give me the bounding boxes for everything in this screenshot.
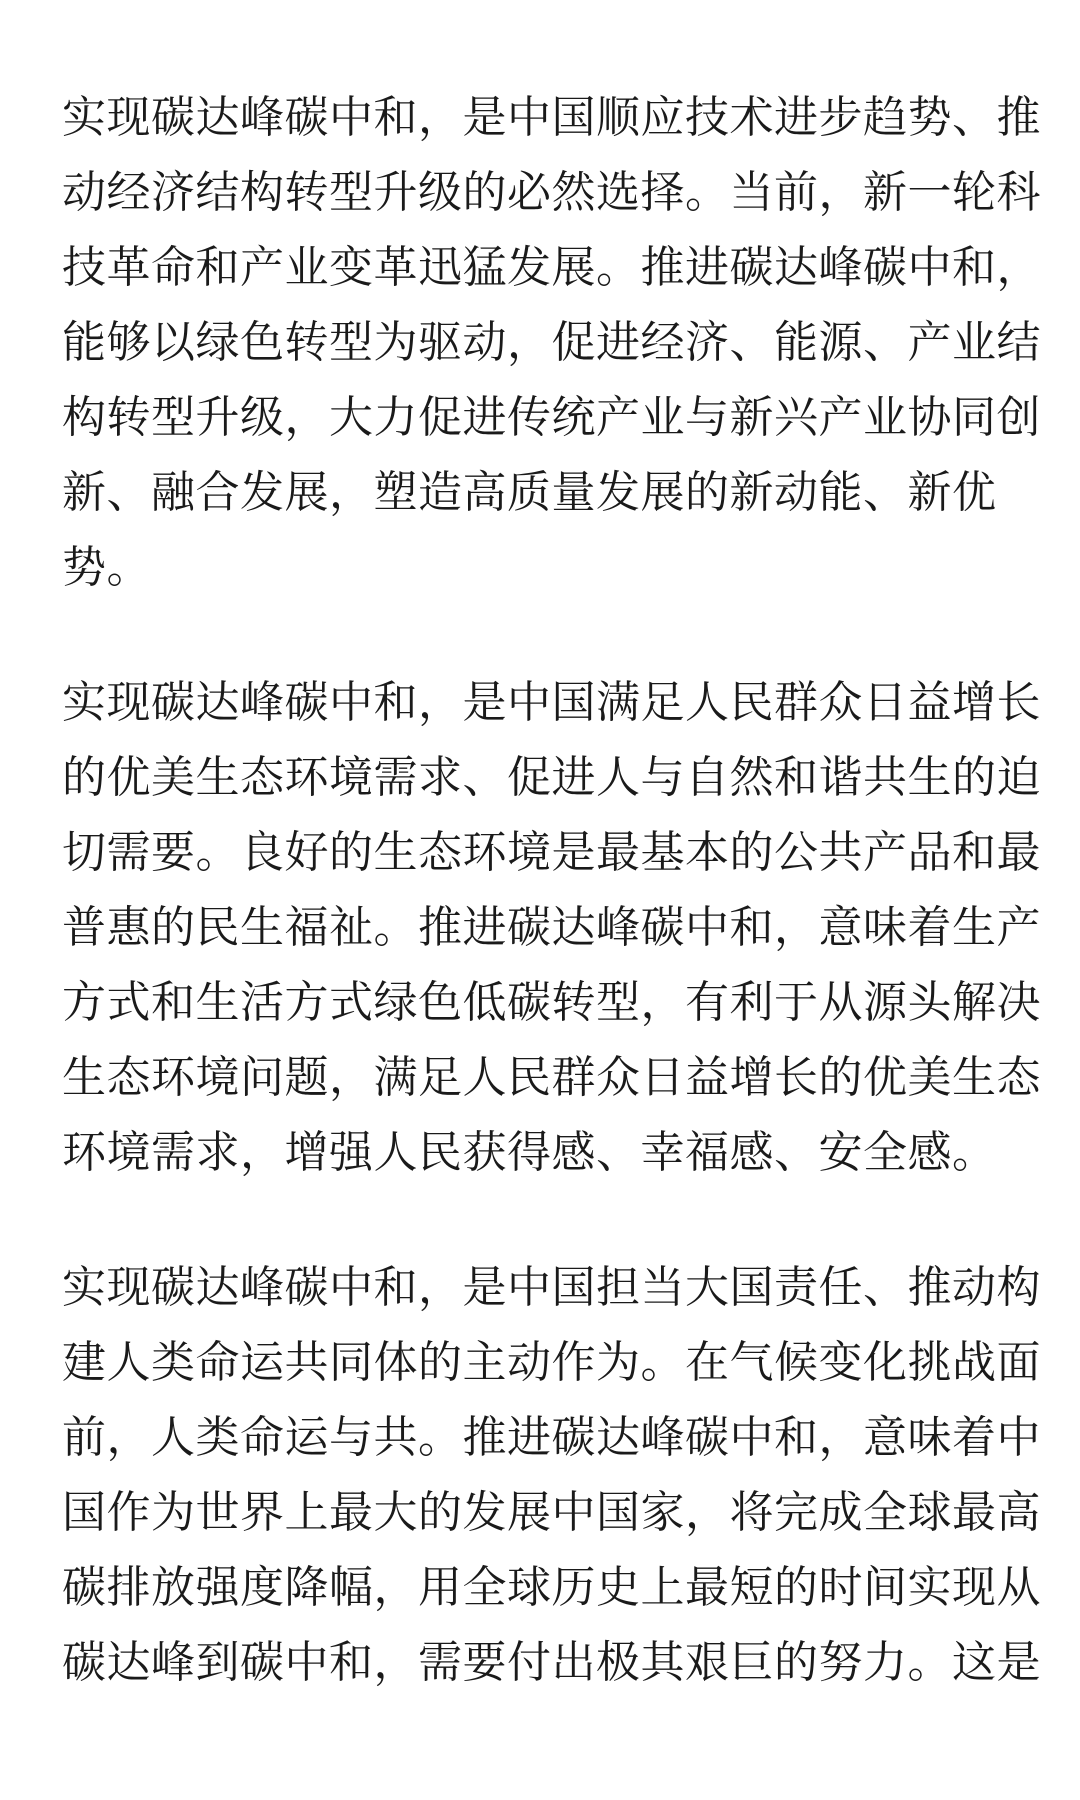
article-body bbox=[62, 80, 1041, 1760]
paragraph-2 bbox=[62, 665, 1041, 1190]
paragraph-1 bbox=[62, 80, 1041, 605]
paragraph-line: 切需要。良好的生态环境是最基本的公共产品和最 bbox=[62, 827, 1041, 878]
paragraph-line: 生态环境问题，满足人民群众日益增长的优美生态 bbox=[62, 1052, 1041, 1103]
paragraph-line: 动经济结构转型升级的必然选择。当前，新一轮科 bbox=[62, 167, 1041, 218]
paragraph-line: 实现碳达峰碳中和，是中国顺应技术进步趋势、推 bbox=[62, 92, 1041, 143]
paragraph-line: 新、融合发展，塑造高质量发展的新动能、新优 bbox=[62, 467, 997, 518]
paragraph-line: 势。 bbox=[62, 542, 151, 593]
paragraph-line: 构转型升级，大力促进传统产业与新兴产业协同创 bbox=[62, 392, 1041, 443]
paragraph-line: 技革命和产业变革迅猛发展。推进碳达峰碳中和， bbox=[62, 242, 1041, 293]
paragraph-line: 建人类命运共同体的主动作为。在气候变化挑战面 bbox=[62, 1337, 1041, 1388]
paragraph-line: 能够以绿色转型为驱动，促进经济、能源、产业结 bbox=[62, 317, 1041, 368]
paragraph-line: 国作为世界上最大的发展中国家，将完成全球最高 bbox=[62, 1487, 1041, 1538]
paragraph-line: 普惠的民生福祉。推进碳达峰碳中和，意味着生产 bbox=[62, 902, 1041, 953]
paragraph-line: 前，人类命运与共。推进碳达峰碳中和，意味着中 bbox=[62, 1412, 1041, 1463]
paragraph-line: 实现碳达峰碳中和，是中国担当大国责任、推动构 bbox=[62, 1262, 1041, 1313]
paragraph-3 bbox=[62, 1250, 1041, 1700]
paragraph-line: 碳排放强度降幅，用全球历史上最短的时间实现从 bbox=[62, 1562, 1041, 1613]
paragraph-line: 碳达峰到碳中和，需要付出极其艰巨的努力。这是 bbox=[62, 1637, 1041, 1688]
paragraph-line: 实现碳达峰碳中和，是中国满足人民群众日益增长 bbox=[62, 677, 1041, 728]
paragraph-line: 的优美生态环境需求、促进人与自然和谐共生的迫 bbox=[62, 752, 1041, 803]
paragraph-line: 方式和生活方式绿色低碳转型，有利于从源头解决 bbox=[62, 977, 1041, 1028]
paragraph-line: 环境需求，增强人民获得感、幸福感、安全感。 bbox=[62, 1127, 997, 1178]
